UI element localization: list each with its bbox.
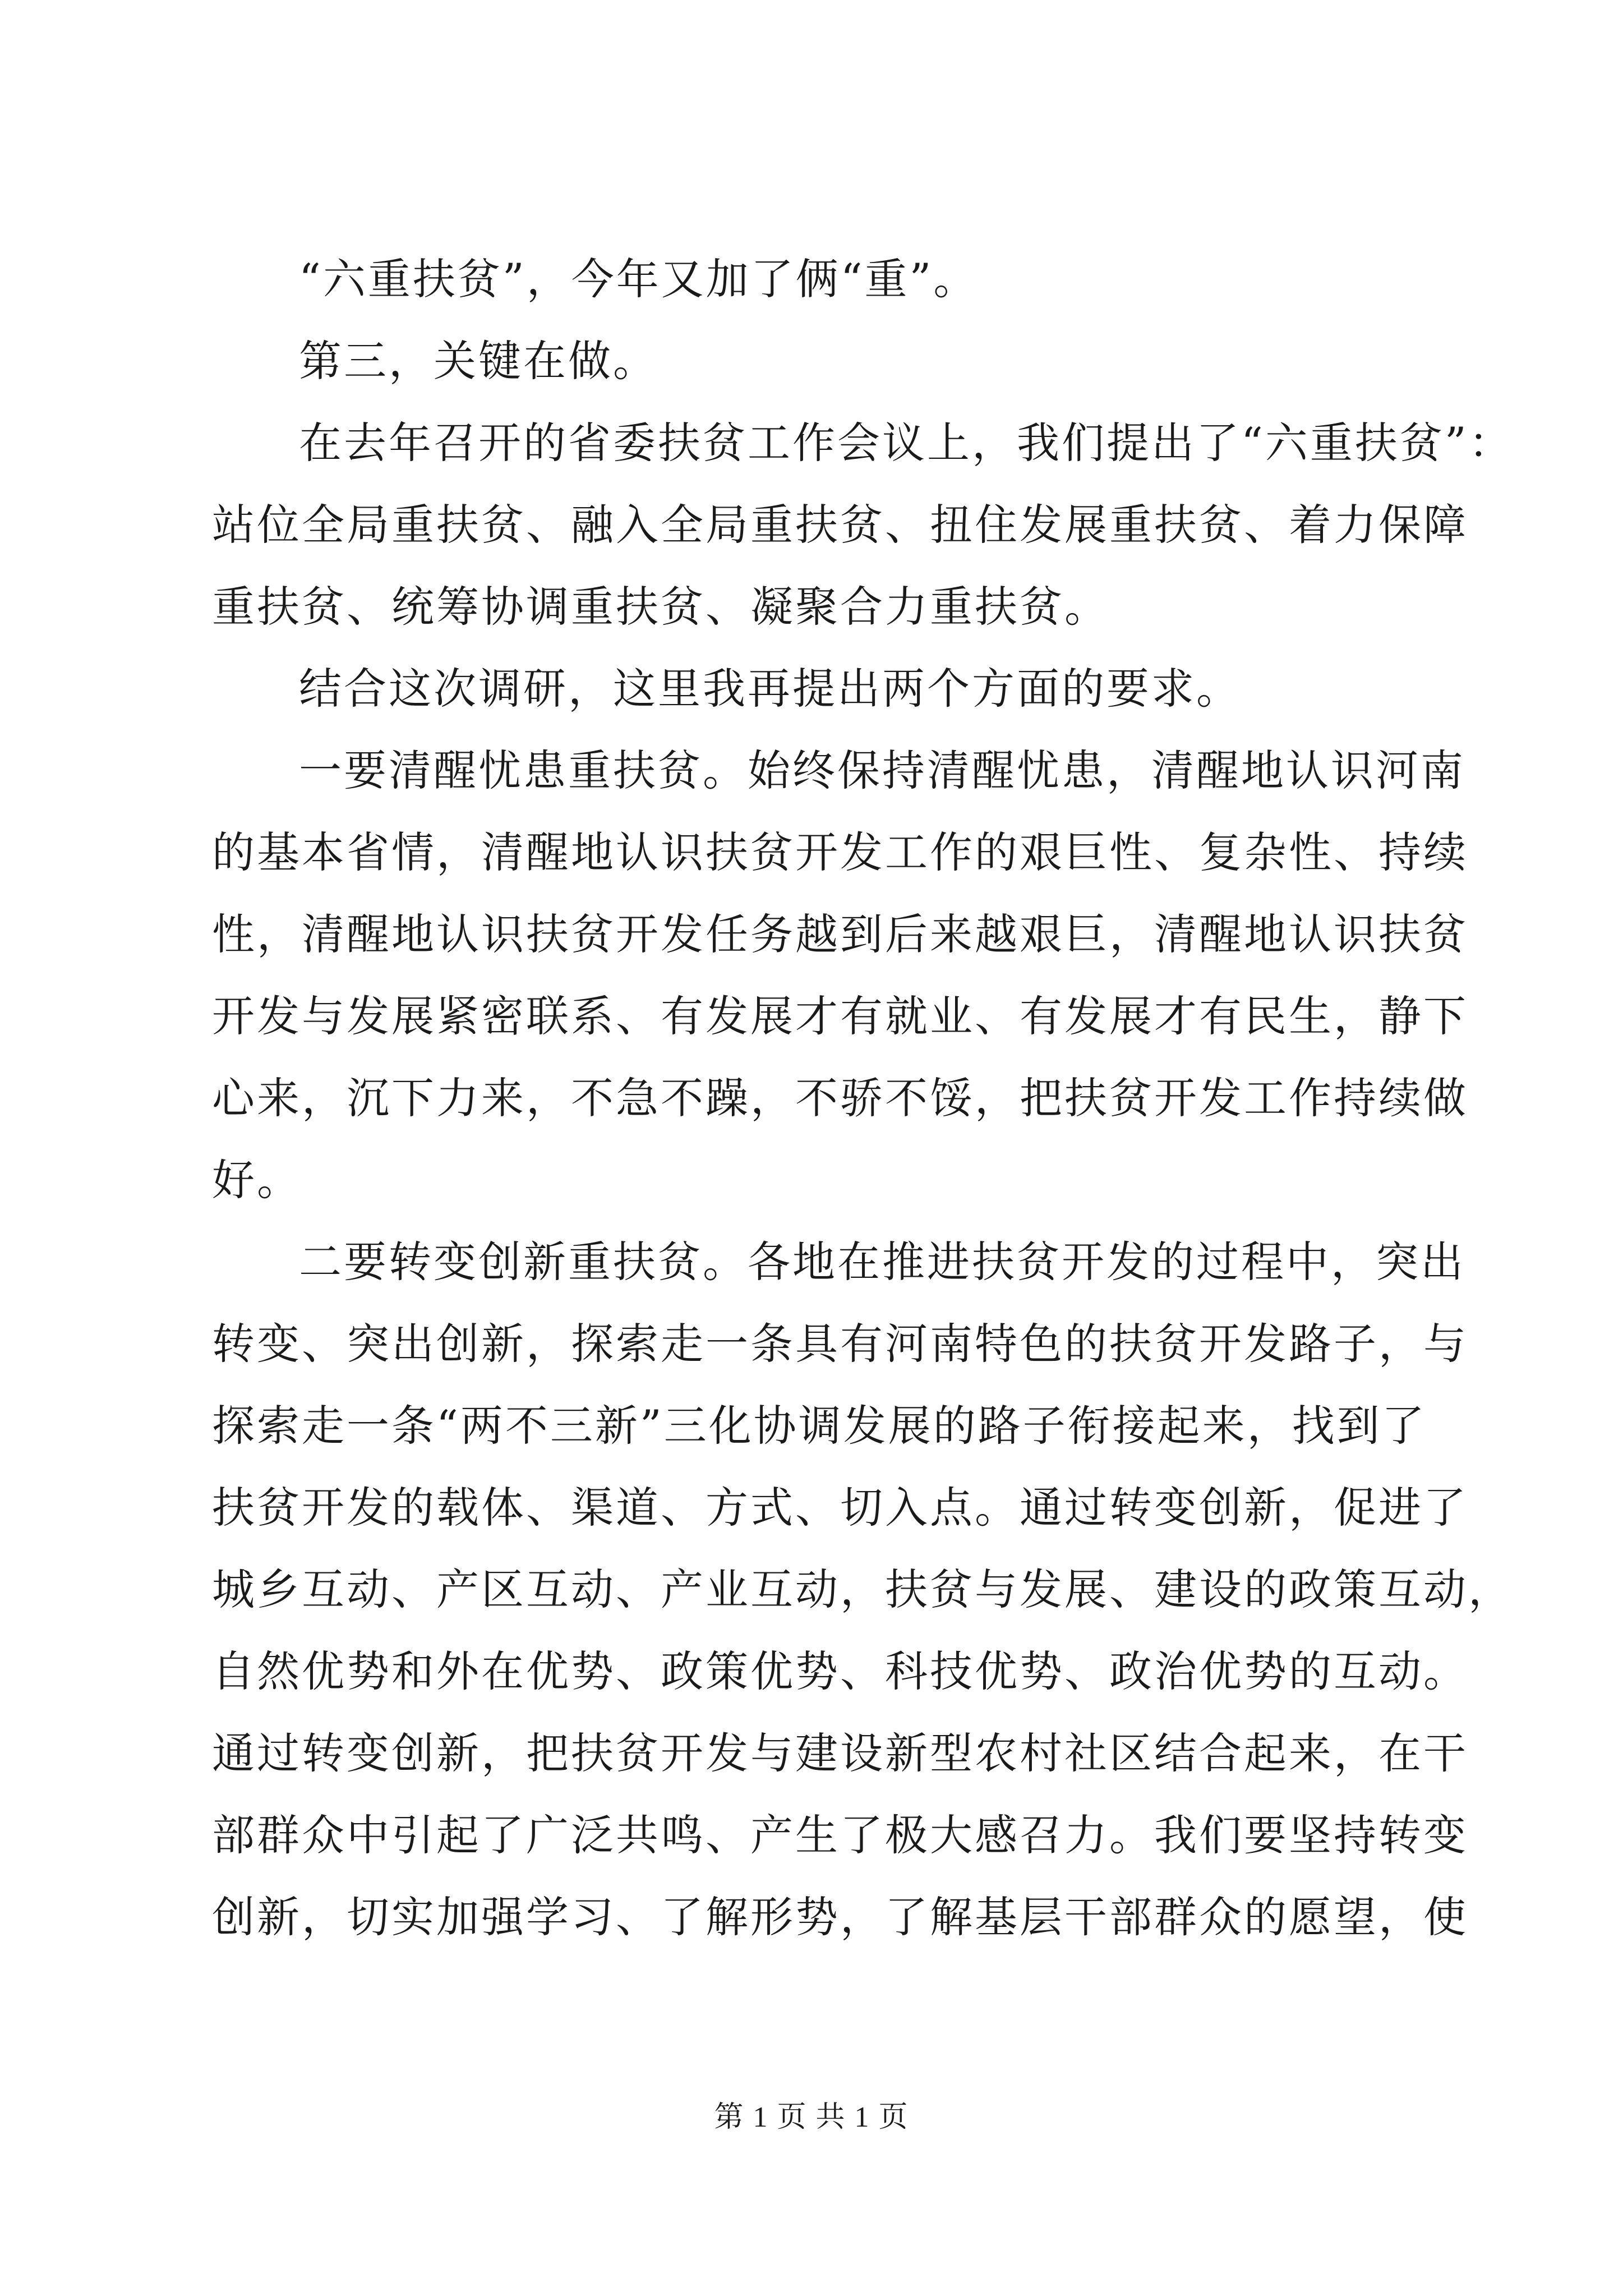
text-line: 部群众中引起了广泛共鸣、产生了极大感召力。我们要坚持转变 [212, 1810, 1468, 1860]
text-line: “六重扶贫”，今年又加了俩“重”。 [299, 254, 979, 304]
text-line: 开发与发展紧密联系、有发展才有就业、有发展才有民生，静下 [212, 991, 1468, 1041]
text-line: 通过转变创新，把扶贫开发与建设新型农村社区结合起来，在干 [212, 1728, 1468, 1778]
text-line: 好。 [212, 1155, 302, 1205]
text-line: 性，清醒地认识扶贫开发任务越到后来越艰巨，清醒地认识扶贫 [212, 909, 1468, 959]
text-line: 结合这次调研，这里我再提出两个方面的要求。 [299, 664, 1241, 714]
text-line: 心来，沉下力来，不急不躁，不骄不馁，把扶贫开发工作持续做 [212, 1073, 1468, 1123]
text-line: 的基本省情，清醒地认识扶贫开发工作的艰巨性、复杂性、持续 [212, 827, 1468, 877]
text-line: 城乡互动、产区互动、产业互动，扶贫与发展、建设的政策互动， [212, 1565, 1513, 1614]
text-line: 第三，关键在做。 [299, 336, 658, 386]
text-line: 扶贫开发的载体、渠道、方式、切入点。通过转变创新，促进了 [212, 1483, 1468, 1533]
text-line: 自然优势和外在优势、政策优势、科技优势、政治优势的互动。 [212, 1646, 1468, 1696]
text-line: 重扶贫、统筹协调重扶贫、凝聚合力重扶贫。 [212, 582, 1109, 632]
text-line: 转变、突出创新，探索走一条具有河南特色的扶贫开发路子，与 [212, 1319, 1468, 1369]
text-line: 创新，切实加强学习、了解形势，了解基层干部群众的愿望，使 [212, 1892, 1468, 1942]
text-line: 二要转变创新重扶贫。各地在推进扶贫开发的过程中，突出 [299, 1237, 1465, 1287]
document-body [212, 238, 1514, 1958]
text-line: 站位全局重扶贫、融入全局重扶贫、扭住发展重扶贫、着力保障 [212, 500, 1468, 550]
text-line: 一要清醒忧患重扶贫。始终保持清醒忧患，清醒地认识河南 [299, 746, 1465, 795]
page-number-footer: 第 1 页 共 1 页 [714, 2101, 909, 2133]
text-line: 探索走一条“两不三新”三化协调发展的路子衔接起来，找到了 [212, 1401, 1427, 1451]
text-line: 在去年召开的省委扶贫工作会议上，我们提出了“六重扶贫”： [299, 418, 1514, 468]
